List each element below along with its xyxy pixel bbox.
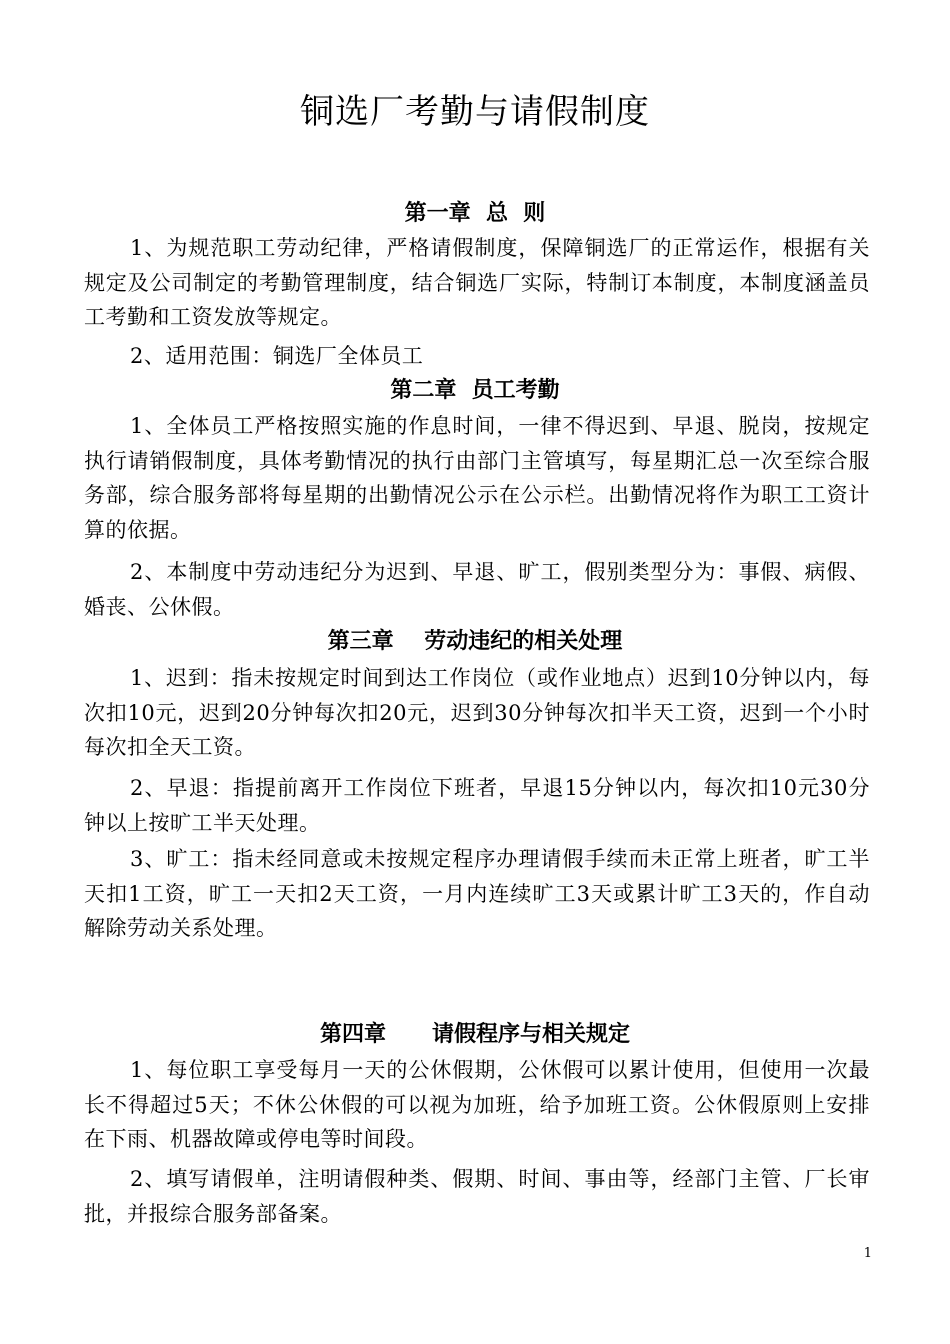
chapter-2-paragraph-1: 1、全体员工严格按照实施的作息时间，一律不得迟到、早退、脱岗，按规定执行请销假制度，具体考勤情况的执行由部门主管填写，每星期汇总一次至综合服务部，综合服务部将每星期的出勤情况公示在公示栏。出勤情况将作为职工工资计算的依据。 — [84, 414, 870, 542]
chapter-4-paragraph-1: 1、每位职工享受每月一天的公休假期，公休假可以累计使用，但使用一次最长不得超过5天；不休公休假的可以视为加班，给予加班工资。公休假原则上安排在下雨、机器故障或停电等时间段。 — [84, 1058, 870, 1151]
document-title: 铜选厂考勤与请假制度 — [300, 92, 650, 132]
chapter-3-heading: 第三章 劳动违纪的相关处理 — [327, 628, 623, 654]
chapter-1-paragraph-1: 1、为规范职工劳动纪律，严格请假制度，保障铜选厂的正常运作，根据有关规定及公司制定的考勤管理制度，结合铜选厂实际，特制订本制度，本制度涵盖员工考勤和工资发放等规定。 — [84, 236, 870, 329]
chapter-1-paragraph-2: 2、适用范围：铜选厂全体员工 — [130, 344, 424, 368]
chapter-3-paragraph-1: 1、迟到：指未按规定时间到达工作岗位（或作业地点）迟到10分钟以内，每次扣10元，迟到20分钟每次扣20元，迟到30分钟每次扣半天工资，迟到一个小时每次扣全天工资。 — [84, 666, 870, 759]
chapter-4-heading: 第四章 请假程序与相关规定 — [320, 1021, 630, 1047]
page-number: 1 — [863, 1246, 872, 1261]
chapter-4-paragraph-2: 2、填写请假单，注明请假种类、假期、时间、事由等，经部门主管、厂长审批，并报综合服务部备案。 — [84, 1167, 870, 1226]
chapter-1-heading: 第一章 总 则 — [404, 200, 546, 226]
chapter-3-paragraph-2: 2、早退：指提前离开工作岗位下班者，早退15分钟以内，每次扣10元30分钟以上按旷工半天处理。 — [84, 776, 870, 835]
chapter-3-paragraph-3: 3、旷工：指未经同意或未按规定程序办理请假手续而未正常上班者，旷工半天扣1工资，旷工一天扣2天工资，一月内连续旷工3天或累计旷工3天的，作自动解除劳动关系处理。 — [84, 847, 870, 940]
chapter-2-heading: 第二章 员工考勤 — [390, 377, 560, 403]
chapter-2-paragraph-2: 2、本制度中劳动违纪分为迟到、早退、旷工，假别类型分为：事假、病假、婚丧、公休假。 — [84, 560, 870, 619]
